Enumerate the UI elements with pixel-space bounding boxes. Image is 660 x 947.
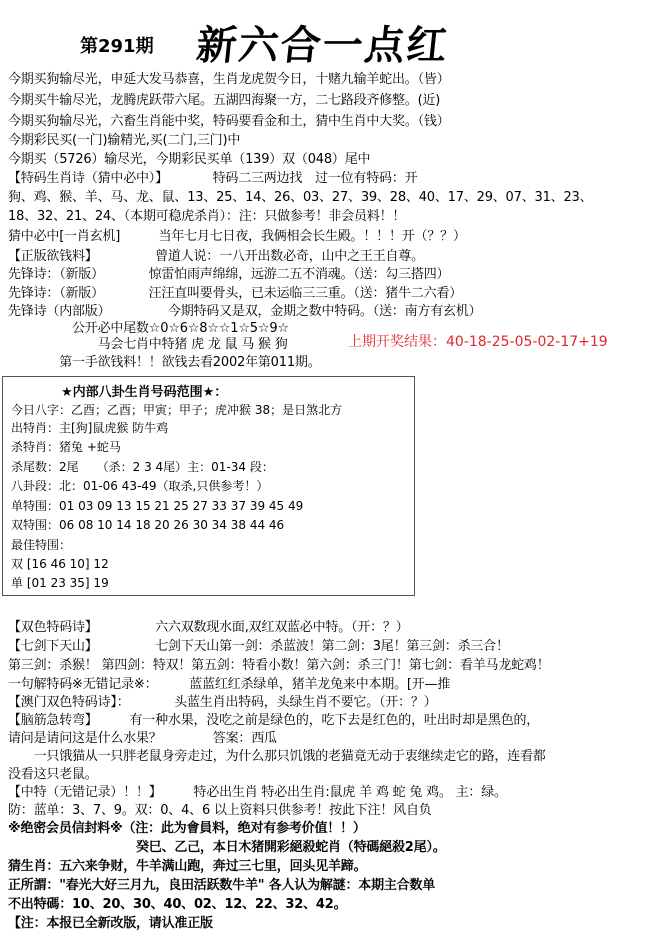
riddle-answer: 请问是请问这是什么水果？ 答案：西瓜	[8, 731, 277, 746]
one-sentence-line: 一句解特码※无错记录※： 蓝蓝红红杀绿单，猪羊龙兔来中本期。[开—推	[8, 677, 451, 692]
zodiac-number-list: 狗、鸡、猴、羊、马、龙、鼠、13、25、14、26、03、27、39、28、40、17、29、07、31、23、	[8, 190, 593, 205]
cat-story-1: 一只饿猫从一只胖老鼠身旁走过，为什么那只饥饿的老猫竟无动于衷继续走它的路，连看都	[8, 749, 546, 764]
kill-zodiac-line: 癸巳、乙己，本日木猪開彩絕殺蛇肖（特碼絕殺2尾）。	[8, 840, 446, 855]
seven-swords-1: 【七剑下天山】 七剑下天山第一剑：杀蓝波！第二剑：3尾！第三剑：杀三合！	[8, 639, 509, 654]
guess-zodiac-line: 猜生肖：五六来争财，牛羊满山跑，奔过三七里，回头见羊蹄。	[8, 859, 367, 874]
box-row-out-zodiac: 出特肖：主[狗]鼠虎猴 防牛鸡	[11, 421, 169, 435]
first-hand-line: 第一手欲钱料！！欲钱去看2002年第011期。	[8, 355, 321, 370]
cat-story-2: 没看这只老鼠。	[8, 767, 98, 782]
pioneer-poem-3: 先锋诗（内部版） 今期特码又是双，金期之数中特码。（送：南方有玄机）	[8, 304, 482, 319]
notice-line: 【注：本报已全新改版，请认准正版	[8, 916, 213, 931]
member-envelope-line: ※绝密会员信封料※（注：此为會員料，绝对有参考价值！！）	[8, 821, 366, 836]
official-money-line: 【正版欲钱料】 曾道人说：一八开出数必奇，山中之王王自尊。	[8, 249, 424, 264]
verse-line-2: 今期买牛输尽光，龙腾虎跃带六尾。五湖四海聚一方，二七路段齐修整。(近)	[8, 93, 441, 108]
brand-title: 新六合一点红	[194, 22, 452, 69]
box-row-even-range: 双特围：06 08 10 14 18 20 26 30 34 38 44 46	[11, 518, 285, 532]
mystery-zodiac-line: 猜中必中[一肖玄机] 当年七月七日夜，我俩相会长生殿。！！！开（？？）	[8, 229, 466, 244]
box-row-best-odd: 单 [01 23 35] 19	[11, 576, 109, 590]
seven-zodiac-line: 马会七肖中特猪 虎 龙 鼠 马 猴 狗	[8, 337, 288, 352]
two-color-poem: 【双色特码诗】 六六双数现水面,双红双蓝必中特。（开：？）	[8, 620, 409, 635]
excluded-numbers-line: 不出特碼：10、20、30、40、02、12、22、32、42。	[8, 897, 347, 912]
proverb-line: 正所謂："春光大好三月九，良田活跃数牛羊" 各人认为解謎：本期主合数单	[8, 878, 436, 893]
issue-number: 第291期	[80, 36, 154, 57]
box-row-best-even: 双 [16 46 10] 12	[11, 557, 109, 571]
special-record-line: 【中特（无错记录）！！】 特必出生肖 特必出生肖:鼠虎 羊 鸡 蛇 兔 鸡。 主：绿。	[8, 785, 507, 800]
zodiac-poem-header: 【特码生肖诗（猜中必中）】 特码二三两边找 过一位有特码：开	[8, 171, 418, 186]
box-title: ★内部八卦生肖号码范围★：	[61, 385, 228, 400]
box-row-bazi: 今日八字：乙酉；乙酉；甲寅；甲子；虎冲猴 38；是日煞北方	[11, 403, 343, 417]
verse-line-1: 今期买狗输尽光，申延大发马恭喜，生肖龙虎贺今日，十赌九输羊蛇出。（皆）	[8, 72, 450, 87]
zodiac-number-list-cont: 18、32、21、24、（本期可稳虎杀肖）：注：只做参考！非会员料！！	[8, 209, 406, 224]
box-row-best-label: 最佳特围：	[11, 538, 72, 552]
box-row-kill-tail: 杀尾数：2尾 （杀：2 3 4尾）主：01-34 段：	[11, 460, 274, 474]
pioneer-poem-1: 先锋诗：（新版） 惊雷怕雨声绵绵，远游二五不消魂。（送：勾三搭四）	[8, 267, 450, 282]
macau-poem: 【澳门双色特码诗】： 头蓝生肖出特码，头绿生肖不要它。（开：？）	[8, 695, 437, 710]
box-row-kill-zodiac: 杀特肖：猪兔 +蛇马	[11, 440, 121, 454]
verse-line-4: 今期彩民买(一门)输精光,买(二门,三门)中	[8, 133, 241, 148]
guard-line: 防：蓝单：3、7、9。双：0、4、6 以上资料只供参考！按此下注！风自负	[8, 803, 432, 818]
last-draw-result: 上期开奖结果：40-18-25-05-02-17+19	[348, 334, 608, 350]
verse-line-3: 今期买狗输尽光，六畜生肖能中奖，特码要看金和土，猜中生肖中大奖。（钱）	[8, 114, 450, 129]
riddle-question: 【脑筋急转弯】 有一种水果，没吃之前是绿色的，吃下去是红色的，吐出时却是黑色的，	[8, 713, 540, 728]
bagua-info-box	[2, 376, 415, 596]
seven-swords-2: 第三剑：杀猴！ 第四剑：特双！第五剑：特看小数！第六剑：杀三门！第七剑：看羊马龙蛇鸡！	[8, 658, 550, 673]
pioneer-poem-2: 先锋诗：（新版） 汪汪直叫要骨头，已未运临三三重。（送：猪牛二六看）	[8, 286, 463, 301]
verse-line-5: 今期买（5726）输尽光，今期彩民买单（139）双（048）尾中	[8, 152, 371, 167]
tail-numbers-line: 公开必中尾数☆0☆6☆8☆☆1☆5☆9☆	[8, 321, 289, 336]
box-row-bagua: 八卦段：北：01-06 43-49（取杀,只供参考！）	[11, 479, 269, 493]
box-row-odd-range: 单特围：01 03 09 13 15 21 25 27 33 37 39 45 49	[11, 499, 304, 513]
